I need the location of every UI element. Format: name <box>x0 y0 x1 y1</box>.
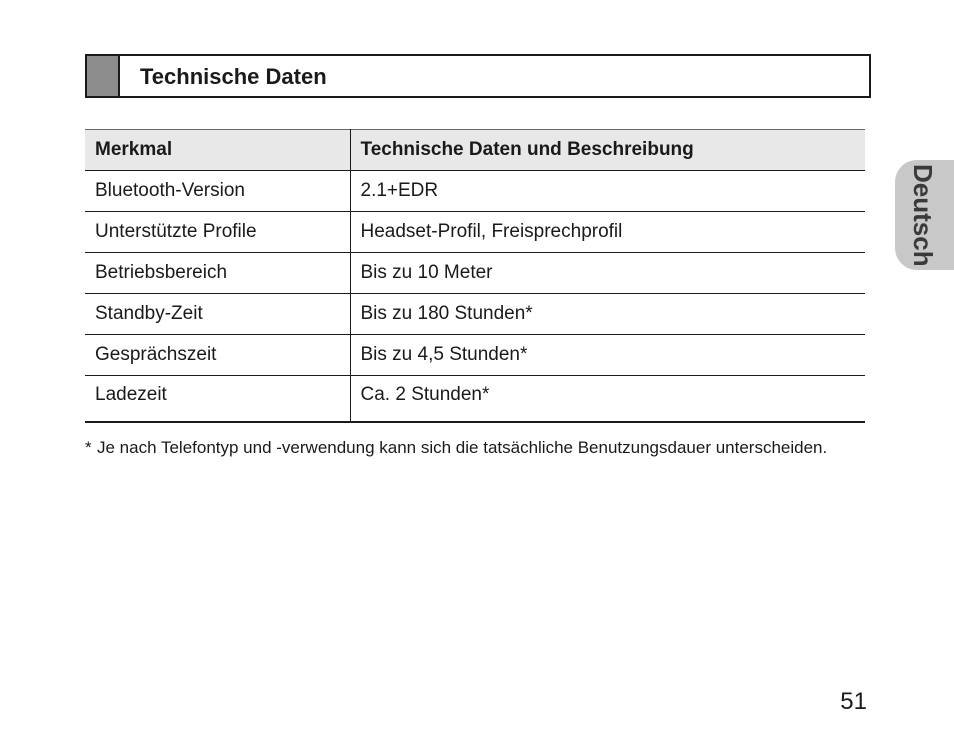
table-row <box>85 212 865 253</box>
feature-cell: Ladezeit <box>85 376 350 422</box>
table-row <box>85 294 865 335</box>
footnote-text: Je nach Telefontyp und -verwendung kann sich die tatsächliche Benutzungsdauer unterscheiden. <box>97 438 828 457</box>
feature-cell: Unterstützte Profile <box>85 212 350 253</box>
feature-cell: Betriebsbereich <box>85 253 350 294</box>
table-row <box>85 335 865 376</box>
specs-table <box>85 129 865 423</box>
page-number: 51 <box>840 688 867 715</box>
table-row <box>85 376 865 422</box>
section-marker <box>87 56 120 96</box>
table-header-row <box>85 130 865 171</box>
feature-cell: Bluetooth-Version <box>85 171 350 212</box>
value-cell: Bis zu 180 Stunden* <box>350 294 865 335</box>
feature-cell: Standby-Zeit <box>85 294 350 335</box>
value-cell: Headset-Profil, Freisprechprofil <box>350 212 865 253</box>
column-header-description: Technische Daten und Beschreibung <box>350 130 865 171</box>
language-tab-label: Deutsch <box>908 163 938 267</box>
value-cell: Bis zu 10 Meter <box>350 253 865 294</box>
footnote <box>85 437 845 459</box>
section-title: Technische Daten <box>140 64 327 89</box>
feature-cell: Gesprächszeit <box>85 335 350 376</box>
table-row <box>85 253 865 294</box>
section-header <box>85 54 871 98</box>
language-tab <box>895 160 954 270</box>
table-row <box>85 171 865 212</box>
value-cell: Bis zu 4,5 Stunden* <box>350 335 865 376</box>
value-cell: Ca. 2 Stunden* <box>350 376 865 422</box>
value-cell: 2.1+EDR <box>350 171 865 212</box>
column-header-feature: Merkmal <box>85 130 350 171</box>
footnote-marker: * <box>85 438 92 457</box>
